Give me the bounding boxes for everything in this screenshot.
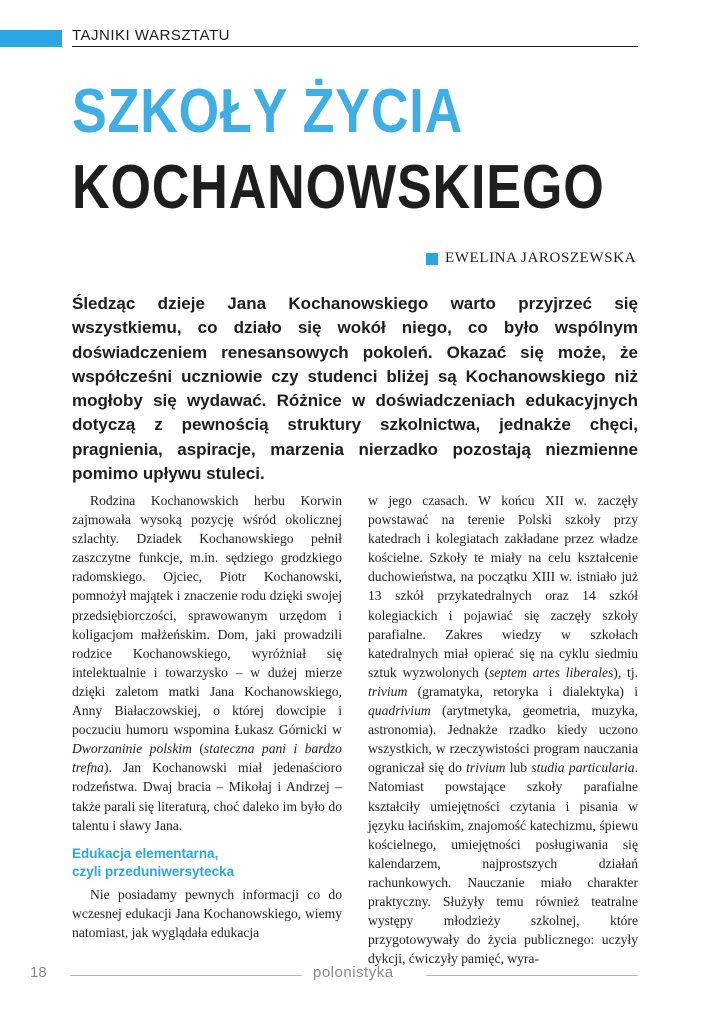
page-footer	[30, 964, 638, 984]
section-subheading: Edukacja elementarna, czyli przeduniwersytecka	[72, 845, 235, 879]
body-paragraph: Rodzina Kochanowskich herbu Korwin zajmowała wysoką pozycję wśród okolicznej szlachty. Dziadek Kochanowskiego pełnił zaszczytne funkcje, m.in. sędziego grodzkiego radomskiego. Ojciec, Piotr Kochanowski, pomnożył majątek i znaczenie rodu dzięki swojej przedsiębiorczości, sprawowanym urzędom i koligacjom małżeńskim. Dom, jaki prowadzili rodzice Kochanowskiego, wyróżniał się intelektualnie i towarzysko – w dużej mierze dzięki zaletom matki Jana Kochanowskiego, Anny Białaczowskiej, o której dowcipie i poczuciu humoru wspomina Łukasz Górnicki w Dworzaninie polskim (stateczna pani i bardzo trefna). Jan Kochanowski miał jedenaścioro rodzeństwa. Dwaj bracia – Mikołaj i Andrzej – także parali się literaturą, choć daleko im było do talentu i sławy Jana.	[72, 493, 342, 833]
left-column	[72, 491, 342, 942]
author-square-icon	[426, 253, 438, 265]
lead-paragraph: Śledząc dzieje Jana Kochanowskiego warto przyjrzeć się wszystkiemu, co działo się wokół niego, co było wspólnym doświadczeniem renesansowych pokoleń. Okazać się może, że współcześni uczniowie czy studenci bliżej są Kochanowskiego niż mogłoby się wydawać. Różnice w doświadczeniach edukacyjnych dotyczą z pewnością struktury szkolnictwa, jednakże chęci, pragnienia, aspiracje, marzenia nierzadko pozostają niezmienne pomimo upływu stuleci.	[72, 294, 638, 484]
book-title: Dworzaninie polskim	[72, 741, 192, 757]
title-line-1: SZKOŁY ŻYCIA	[72, 77, 464, 146]
body-paragraph: w jego czasach. W końcu XII w. zaczęły powstawać na terenie Polski szkoły przy katedrach i kolegiatach zakładane przez władze kościelne. Szkoły te miały na celu kształcenie duchowieństwa, na początku XIII w. istniało już 13 szkół przykatedralnych oraz 14 szkół kolegiackich i pojawiać się zaczęły szkoły parafialne. Zakres wiedzy w szkołach katedralnych miał opierać się na cyklu siedmiu sztuk wyzwolonych (septem artes liberales), tj. trivium (gramatyka, retoryka i dialektyka) i quadrivium (arytmetyka, geometria, muzyka, astronomia). Jednakże rzadko kiedy uczono wszystkich, w rzeczywistości program nauczania ograniczał się do trivium lub studia particularia. Natomiast powstające szkoły parafialne kształciły umiejętności czytania i pisania w języku łacińskim, znajomość katechizmu, śpiewu kościelnego, umiejętności posługiwania się kalendarzem, najprostszych działań rachunkowych. Nauczanie miało charakter praktyczny. Służyły temu również teatralne występy młodzieży szkolnej, które przygotowywały do życia publicznego: uczyły dykcji, ćwiczyły pamięć, wyra-	[368, 493, 639, 967]
article-title	[72, 74, 605, 226]
author-byline	[426, 250, 636, 267]
body-paragraph: Nie posiadamy pewnych informacji co do wczesnej edukacji Jana Kochanowskiego, wiemy natomiast, jak wyglądała edukacja	[72, 886, 342, 940]
section-label: TAJNIKI WARSZTATU	[72, 27, 230, 44]
quote: stateczna pani i bardzo trefna	[72, 741, 342, 776]
footer-rule-right	[426, 975, 638, 976]
header-rule	[72, 46, 638, 47]
footer-rule-left	[70, 975, 302, 976]
page-number: 18	[30, 964, 47, 981]
title-line-2: KOCHANOWSKIEGO	[72, 153, 605, 222]
header-accent-bar	[0, 30, 62, 47]
right-column	[368, 491, 638, 968]
magazine-name: polonistyka	[313, 964, 394, 981]
author-name: EWELINA JAROSZEWSKA	[445, 250, 636, 266]
